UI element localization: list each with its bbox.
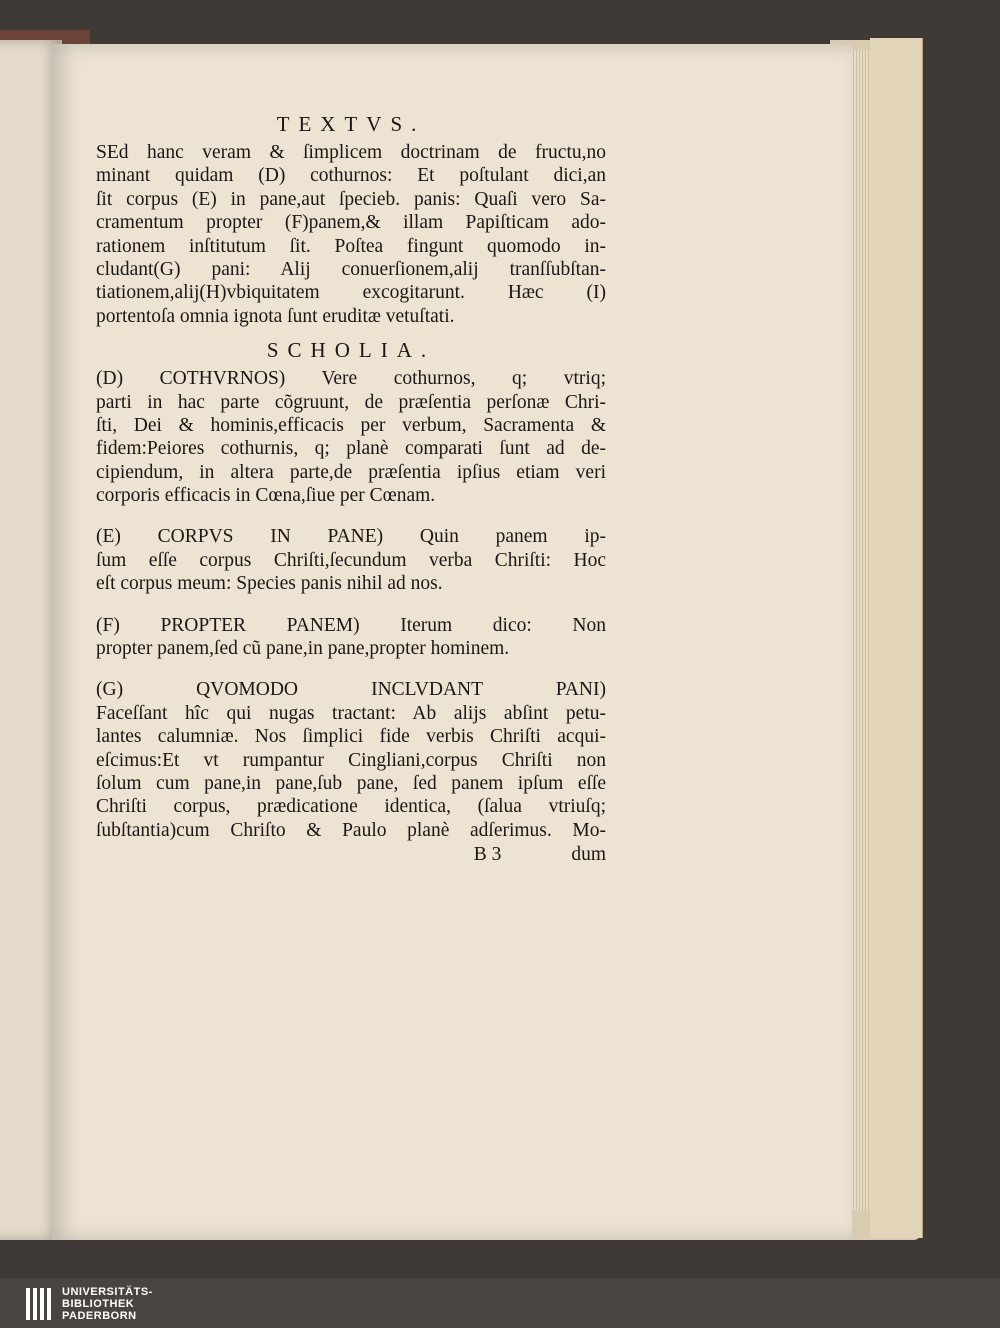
text-line: ſubſtantia)cum Chriſto & Paulo planè adſerimus. Mo- — [96, 819, 606, 841]
text-line: propter panem,ſed cũ pane,in pane,propter hominem. — [96, 638, 510, 660]
text-line: cramentum propter (F)panem,& illam Papiſticam ado- — [96, 212, 606, 234]
scholia-note-d — [96, 367, 606, 507]
library-logo-icon — [26, 1288, 52, 1320]
scholia-note-f — [96, 614, 606, 661]
library-name-line: UNIVERSITÄTS- — [62, 1286, 153, 1298]
text-line: rationem inſtitutum ſit. Poſtea fingunt quomodo in- — [96, 235, 606, 257]
text-line: parti in hac parte cõgruunt, de præſentia perſonæ Chri- — [96, 391, 606, 413]
library-name — [62, 1286, 153, 1322]
text-line: tiationem,alij(H)vbiquitatem excogitarunt. Hæc (I) — [96, 282, 606, 304]
text-line: ſti, Dei & hominis,efficacis per verbum, Sacramenta & — [96, 414, 606, 436]
text-line: cipiendum, in altera parte,de præſentia ipſius etiam veri — [96, 461, 606, 483]
text-line: cludant(G) pani: Alij conuerſionem,alij tranſſubſtan- — [96, 258, 606, 280]
text-line: (G) QVOMODO INCLVDANT PANI) — [96, 679, 606, 701]
text-line: fidem:Peiores cothurnis, q; planè comparati ſunt ad de- — [96, 438, 606, 460]
text-line: Faceſſant hîc qui nugas tractant: Ab alijs abſint petu- — [96, 702, 606, 724]
text-line: Chriſti corpus, prædicatione identica, (ſalua vtriuſq; — [96, 796, 606, 818]
back-cover — [870, 38, 923, 1238]
text-line: corporis efficacis in Cœna,ſiue per Cœnam. — [96, 485, 436, 507]
library-name-line: BIBLIOTHEK — [62, 1298, 135, 1310]
text-line: portentoſa omnia ignota ſunt eruditæ vetuſtati. — [96, 305, 455, 327]
textus-heading: TEXTVS. — [276, 112, 426, 136]
text-line: ſum eſſe corpus Chriſti,ſecundum verba Chriſti: Hoc — [96, 549, 606, 571]
catchword: dum — [571, 844, 606, 866]
signature-mark: B 3 — [473, 844, 502, 866]
text-line: (F) PROPTER PANEM) Iterum dico: Non — [96, 614, 606, 636]
text-line: lantes calumniæ. Nos ſimplici fide verbis Chriſti acqui- — [96, 726, 606, 748]
text-line: ſit corpus (E) in pane,aut ſpecieb. panis: Quaſi vero Sa- — [96, 188, 606, 210]
page-text — [96, 112, 606, 868]
library-name-line: PADERBORN — [62, 1310, 137, 1322]
textus-body — [96, 141, 606, 328]
text-line: (D) COTHVRNOS) Vere cothurnos, q; vtriq; — [96, 368, 606, 390]
scholia-heading: SCHOLIA. — [266, 338, 436, 363]
text-line: eſcimus:Et vt rumpantur Cingliani,corpus Chriſti non — [96, 749, 606, 771]
text-line: (E) CORPVS IN PANE) Quin panem ip- — [96, 526, 606, 548]
text-line: SEd hanc veram & ſimplicem doctrinam de fructu,no — [96, 142, 606, 163]
text-line: minant quidam (D) cothurnos: Et poſtulant dici,an — [96, 165, 606, 187]
page-footer-line — [96, 842, 606, 868]
text-line: eſt corpus meum: Species panis nihil ad nos. — [96, 573, 443, 595]
scholia-note-e — [96, 525, 606, 595]
scholia-note-g — [96, 678, 606, 842]
text-line: ſolum cum pane,in pane,ſub pane, ſed panem ipſum eſſe — [96, 772, 606, 794]
